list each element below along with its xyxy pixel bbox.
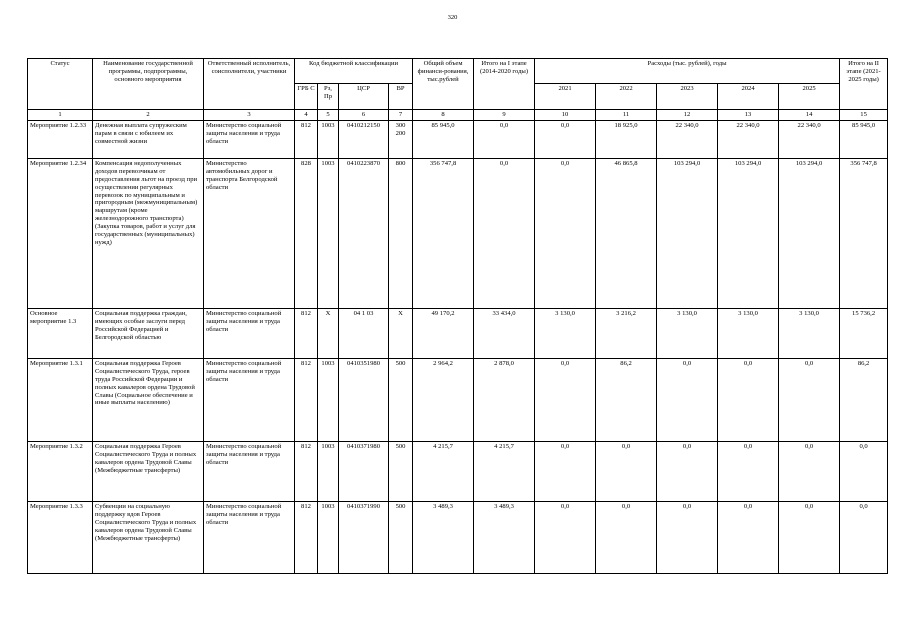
header-grbs: ГРБ С bbox=[295, 84, 318, 110]
row-responsible: Министерство автомобильных дорог и транспорта Белгородской области bbox=[204, 158, 295, 308]
row-grbs: 812 bbox=[295, 308, 318, 358]
row-2022: 0,0 bbox=[596, 501, 657, 573]
row-responsible: Министерство социальной защиты населения и труда области bbox=[204, 120, 295, 158]
table-row bbox=[28, 308, 888, 358]
row-responsible: Министерство социальной защиты населения и труда области bbox=[204, 441, 295, 501]
row-2024: 0,0 bbox=[718, 501, 779, 573]
row-vr: 500 bbox=[389, 501, 413, 573]
row-2025: 0,0 bbox=[779, 441, 840, 501]
column-index: 12 bbox=[657, 110, 718, 121]
header-name: Наименование государственной программы, подпрограммы, основного мероприятия bbox=[93, 59, 204, 110]
header-rzpr: Рз, Пр bbox=[318, 84, 339, 110]
row-vr: Х bbox=[389, 308, 413, 358]
row-rzpr: 1003 bbox=[318, 158, 339, 308]
header-budget-code: Код бюджетной классификации bbox=[295, 59, 413, 84]
header-stage1: Итого на I этапе (2014-2020 годы) bbox=[474, 59, 535, 110]
row-stage2: 0,0 bbox=[840, 501, 888, 573]
row-2024: 0,0 bbox=[718, 441, 779, 501]
row-2025: 0,0 bbox=[779, 501, 840, 573]
row-2024: 0,0 bbox=[718, 358, 779, 441]
row-responsible: Министерство социальной защиты населения и труда области bbox=[204, 358, 295, 441]
row-2021: 0,0 bbox=[535, 358, 596, 441]
row-total: 4 215,7 bbox=[413, 441, 474, 501]
row-stage2: 15 736,2 bbox=[840, 308, 888, 358]
row-vr: 500 bbox=[389, 441, 413, 501]
row-grbs: 812 bbox=[295, 501, 318, 573]
row-grbs: 812 bbox=[295, 441, 318, 501]
row-stage2: 356 747,8 bbox=[840, 158, 888, 308]
row-2021: 0,0 bbox=[535, 120, 596, 158]
row-total: 49 170,2 bbox=[413, 308, 474, 358]
row-2023: 22 340,0 bbox=[657, 120, 718, 158]
row-responsible: Министерство социальной защиты населения и труда области bbox=[204, 501, 295, 573]
table-row bbox=[28, 158, 888, 308]
row-status: Мероприятие 1.2.34 bbox=[28, 158, 93, 308]
header-total-volume: Общий объем финанси-рования, тыс.рублей bbox=[413, 59, 474, 110]
row-2022: 86,2 bbox=[596, 358, 657, 441]
row-name: Субвенции на социальную поддержку вдов Героев Социалистического Труда и полных кавалеров ордена Трудовой Славы (Межбюджетные трансферты) bbox=[93, 501, 204, 573]
column-index-row bbox=[28, 110, 888, 121]
column-index: 6 bbox=[339, 110, 389, 121]
row-status: Мероприятие 1.3.3 bbox=[28, 501, 93, 573]
row-status: Мероприятие 1.2.33 bbox=[28, 120, 93, 158]
row-2023: 3 130,0 bbox=[657, 308, 718, 358]
row-name: Социальная поддержка Героев Социалистического Труда, героев труда Российской Федерации и полных кавалеров ордена Трудовой Славы (Социальное обеспечение и иные выплаты населению) bbox=[93, 358, 204, 441]
column-index: 15 bbox=[840, 110, 888, 121]
column-index: 2 bbox=[93, 110, 204, 121]
row-name: Денежная выплата супружеским парам в связи с юбилеем их совместной жизни bbox=[93, 120, 204, 158]
header-responsible: Ответственный исполнитель, соисполнители, участники bbox=[204, 59, 295, 110]
row-stage2: 86,2 bbox=[840, 358, 888, 441]
header-vr: ВР bbox=[389, 84, 413, 110]
row-status: Мероприятие 1.3.1 bbox=[28, 358, 93, 441]
row-responsible: Министерство социальной защиты населения и труда области bbox=[204, 308, 295, 358]
column-index: 1 bbox=[28, 110, 93, 121]
row-stage1: 33 434,0 bbox=[474, 308, 535, 358]
column-index: 3 bbox=[204, 110, 295, 121]
column-index: 14 bbox=[779, 110, 840, 121]
row-rzpr: 1003 bbox=[318, 358, 339, 441]
column-index: 9 bbox=[474, 110, 535, 121]
row-rzpr: 1003 bbox=[318, 120, 339, 158]
column-index: 13 bbox=[718, 110, 779, 121]
row-stage1: 3 489,3 bbox=[474, 501, 535, 573]
column-index: 11 bbox=[596, 110, 657, 121]
header-year: 2022 bbox=[596, 84, 657, 110]
row-2024: 103 294,0 bbox=[718, 158, 779, 308]
row-2024: 22 340,0 bbox=[718, 120, 779, 158]
row-2023: 0,0 bbox=[657, 501, 718, 573]
row-2021: 0,0 bbox=[535, 441, 596, 501]
row-status: Основное мероприятие 1.3 bbox=[28, 308, 93, 358]
row-grbs: 812 bbox=[295, 358, 318, 441]
row-csr: 0410371990 bbox=[339, 501, 389, 573]
row-csr: 0410351980 bbox=[339, 358, 389, 441]
row-csr: 0410223870 bbox=[339, 158, 389, 308]
row-status: Мероприятие 1.3.2 bbox=[28, 441, 93, 501]
row-total: 356 747,8 bbox=[413, 158, 474, 308]
row-grbs: 828 bbox=[295, 158, 318, 308]
row-2023: 0,0 bbox=[657, 358, 718, 441]
column-index: 5 bbox=[318, 110, 339, 121]
row-rzpr: 1003 bbox=[318, 441, 339, 501]
row-vr: 500 bbox=[389, 358, 413, 441]
row-grbs: 812 bbox=[295, 120, 318, 158]
row-2023: 0,0 bbox=[657, 441, 718, 501]
header-stage2: Итого на II этапе (2021-2025 годы) bbox=[840, 59, 888, 110]
row-csr: 04 1 03 bbox=[339, 308, 389, 358]
row-2021: 3 130,0 bbox=[535, 308, 596, 358]
header-year: 2021 bbox=[535, 84, 596, 110]
row-2023: 103 294,0 bbox=[657, 158, 718, 308]
row-total: 2 964,2 bbox=[413, 358, 474, 441]
table-row bbox=[28, 120, 888, 158]
row-csr: 0410212150 bbox=[339, 120, 389, 158]
budget-table bbox=[27, 58, 888, 574]
column-index: 7 bbox=[389, 110, 413, 121]
row-csr: 0410371980 bbox=[339, 441, 389, 501]
table-row bbox=[28, 501, 888, 573]
header-csr: ЦСР bbox=[339, 84, 389, 110]
row-rzpr: Х bbox=[318, 308, 339, 358]
header-year: 2024 bbox=[718, 84, 779, 110]
row-vr: 300 200 bbox=[389, 120, 413, 158]
column-index: 4 bbox=[295, 110, 318, 121]
row-name: Социальная поддержка Героев Социалистического Труда и полных кавалеров ордена Трудовой Славы (Межбюджетные трансферты) bbox=[93, 441, 204, 501]
row-vr: 800 bbox=[389, 158, 413, 308]
row-stage1: 0,0 bbox=[474, 120, 535, 158]
row-stage2: 85 945,0 bbox=[840, 120, 888, 158]
header-year: 2025 bbox=[779, 84, 840, 110]
row-2025: 0,0 bbox=[779, 358, 840, 441]
row-2022: 0,0 bbox=[596, 441, 657, 501]
row-2021: 0,0 bbox=[535, 501, 596, 573]
row-2022: 18 925,0 bbox=[596, 120, 657, 158]
row-stage1: 4 215,7 bbox=[474, 441, 535, 501]
header-expenses: Расходы (тыс. рублей), годы bbox=[535, 59, 840, 84]
column-index: 10 bbox=[535, 110, 596, 121]
row-rzpr: 1003 bbox=[318, 501, 339, 573]
row-2025: 3 130,0 bbox=[779, 308, 840, 358]
row-stage1: 2 878,0 bbox=[474, 358, 535, 441]
row-2025: 22 340,0 bbox=[779, 120, 840, 158]
page-number: 320 bbox=[447, 14, 458, 21]
row-stage2: 0,0 bbox=[840, 441, 888, 501]
row-name: Социальная поддержка граждан, имеющих особые заслуги перед Российской Федерацией и Белгородской областью bbox=[93, 308, 204, 358]
row-2025: 103 294,0 bbox=[779, 158, 840, 308]
row-total: 85 945,0 bbox=[413, 120, 474, 158]
column-index: 8 bbox=[413, 110, 474, 121]
table-row bbox=[28, 441, 888, 501]
header-year: 2023 bbox=[657, 84, 718, 110]
row-stage1: 0,0 bbox=[474, 158, 535, 308]
row-total: 3 489,3 bbox=[413, 501, 474, 573]
row-2021: 0,0 bbox=[535, 158, 596, 308]
header-status: Статус bbox=[28, 59, 93, 110]
row-name: Компенсация недополученных доходов перевозчикам от предоставления льгот на проезд при осуществлении регулярных перевозок по муниципальным и пригородным (межмуниципальным) маршрутам (кроме железнодорожного транспорта) (Закупка товаров, работ и услуг для государственных (муниципальных) нужд) bbox=[93, 158, 204, 308]
row-2024: 3 130,0 bbox=[718, 308, 779, 358]
row-2022: 46 865,8 bbox=[596, 158, 657, 308]
table-row bbox=[28, 358, 888, 441]
row-2022: 3 216,2 bbox=[596, 308, 657, 358]
